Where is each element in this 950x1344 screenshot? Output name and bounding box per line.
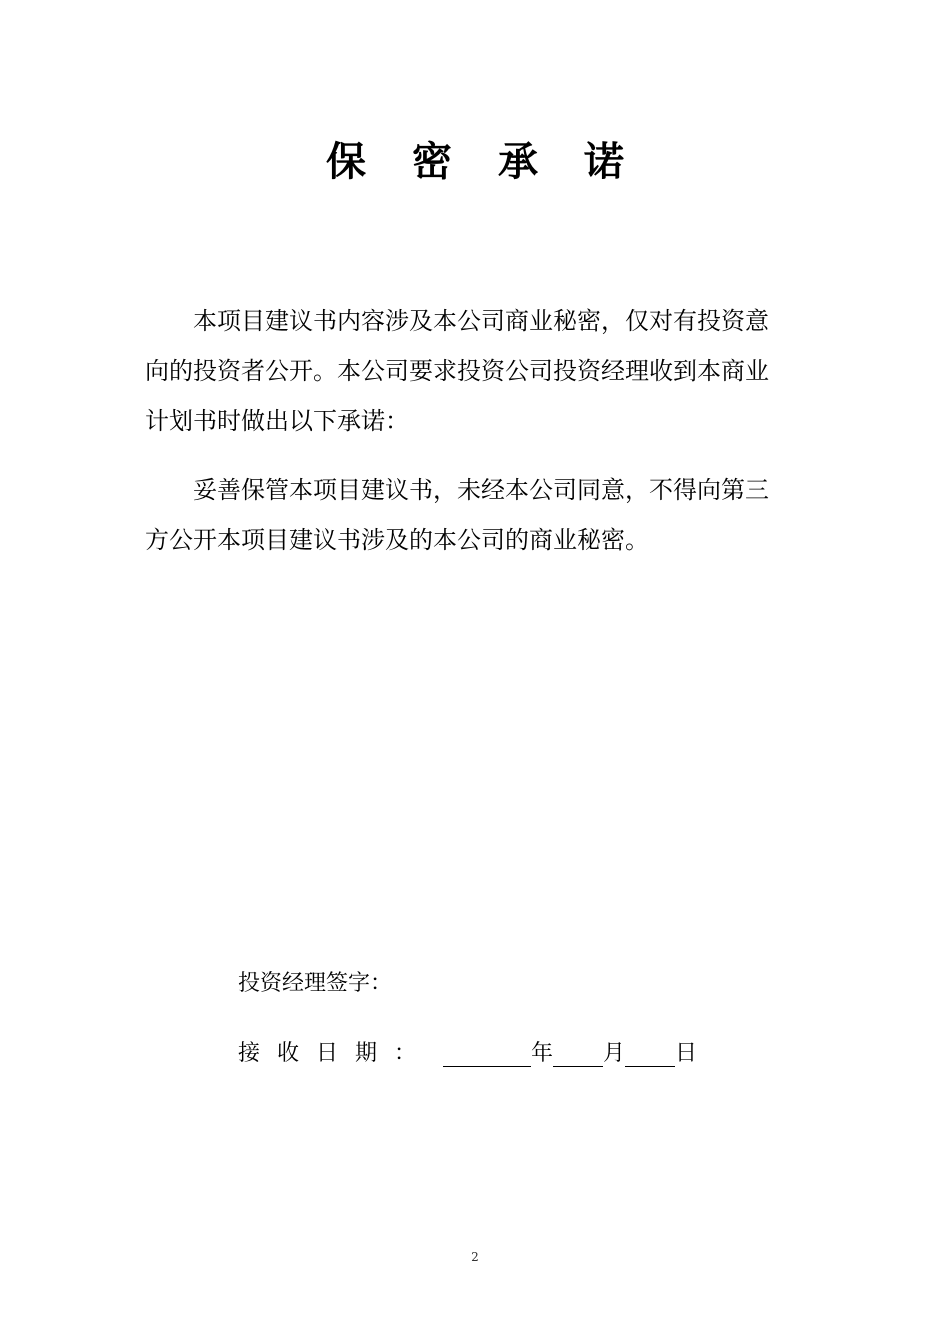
month-unit: 月 <box>603 1041 626 1066</box>
receipt-date-label: 接收日期： <box>238 1041 434 1066</box>
paragraph-line: 方公开本项目建议书涉及的本公司的商业秘密。 <box>145 526 649 554</box>
paragraph-line: 妥善保管本项目建议书，未经本公司同意，不得向第三 <box>193 476 769 504</box>
year-blank <box>443 1040 531 1067</box>
page-title: 保密承诺 <box>326 139 670 185</box>
paragraph-confidentiality-intro <box>145 296 815 446</box>
year-unit: 年 <box>531 1041 554 1066</box>
receipt-date-row <box>238 1034 697 1074</box>
paragraph-commitment <box>145 465 815 565</box>
signature-label: 投资经理签字： <box>238 971 393 996</box>
day-unit: 日 <box>675 1041 698 1066</box>
day-blank <box>625 1040 675 1067</box>
paragraph-line: 向的投资者公开。本公司要求投资公司投资经理收到本商业 <box>145 357 769 385</box>
month-blank <box>553 1040 603 1067</box>
paragraph-line: 本项目建议书内容涉及本公司商业秘密，仅对有投资意 <box>193 307 769 335</box>
paragraph-line: 计划书时做出以下承诺： <box>145 407 409 435</box>
page-number: 2 <box>471 1250 479 1264</box>
